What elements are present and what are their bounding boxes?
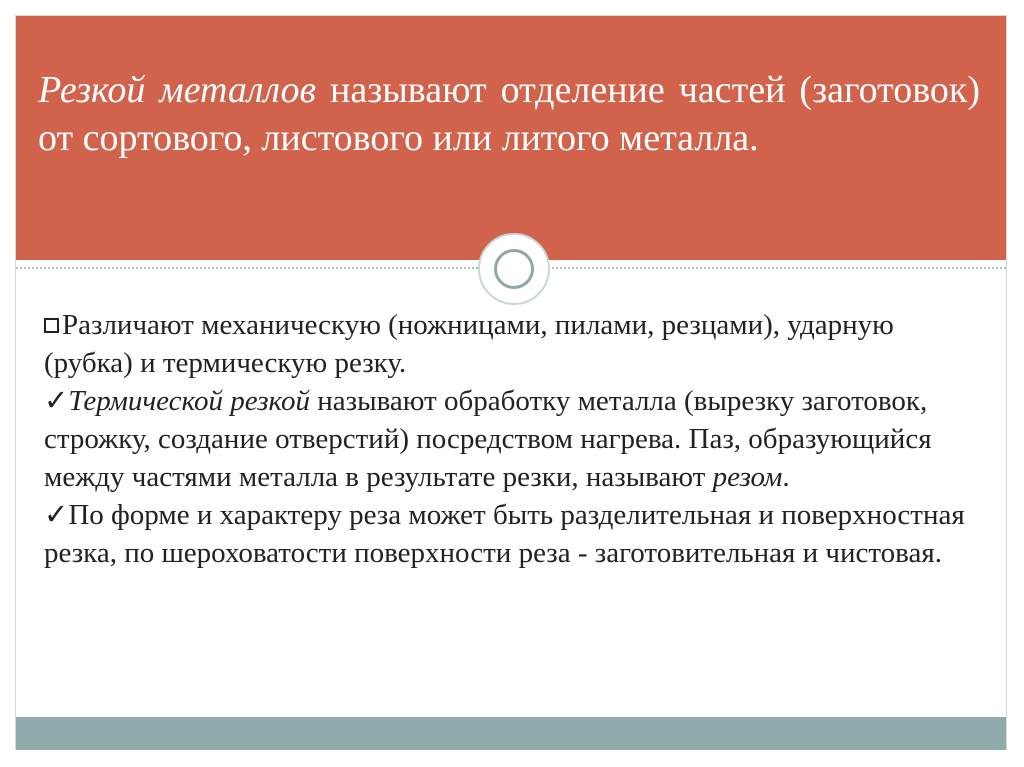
bullet-item-2-term: Термической резкой	[68, 385, 310, 417]
bullet-item-3-text: По форме и характеру реза может быть разделительная и поверхностная резка, по шероховатости поверхности реза - заготовительная и чистовая.	[44, 499, 965, 569]
title-term: Резкой металлов	[38, 69, 316, 111]
bullet-item-1-text: Различают механическую (ножницами, пилами, резцами), ударную (рубка) и термическую резку.	[44, 309, 894, 379]
bottom-bar	[16, 717, 1006, 750]
bullet-item-2-end: .	[782, 461, 790, 493]
ring-inner	[494, 249, 534, 289]
checkmark-icon: ✓	[44, 385, 69, 417]
bullet-item-2-text: называют обработку металла (вырезку заготовок, строжку, создание отверстий) посредством нагрева. Паз, образующийся между частями металла в результате резки, называют	[44, 385, 932, 493]
bullet-item-2	[44, 382, 972, 496]
checkmark-icon: ✓	[44, 499, 69, 531]
ring-ornament-icon	[478, 233, 550, 305]
checkbox-square-icon	[44, 318, 59, 333]
bullet-item-1	[44, 306, 972, 382]
slide-title	[38, 66, 980, 162]
title-rest: называют отделение частей (заготовок) от сортового, листового или литого металла.	[38, 69, 980, 159]
slide-body	[44, 306, 972, 572]
bullet-item-3	[44, 496, 972, 572]
bullet-item-2-term2: резом	[712, 461, 783, 493]
